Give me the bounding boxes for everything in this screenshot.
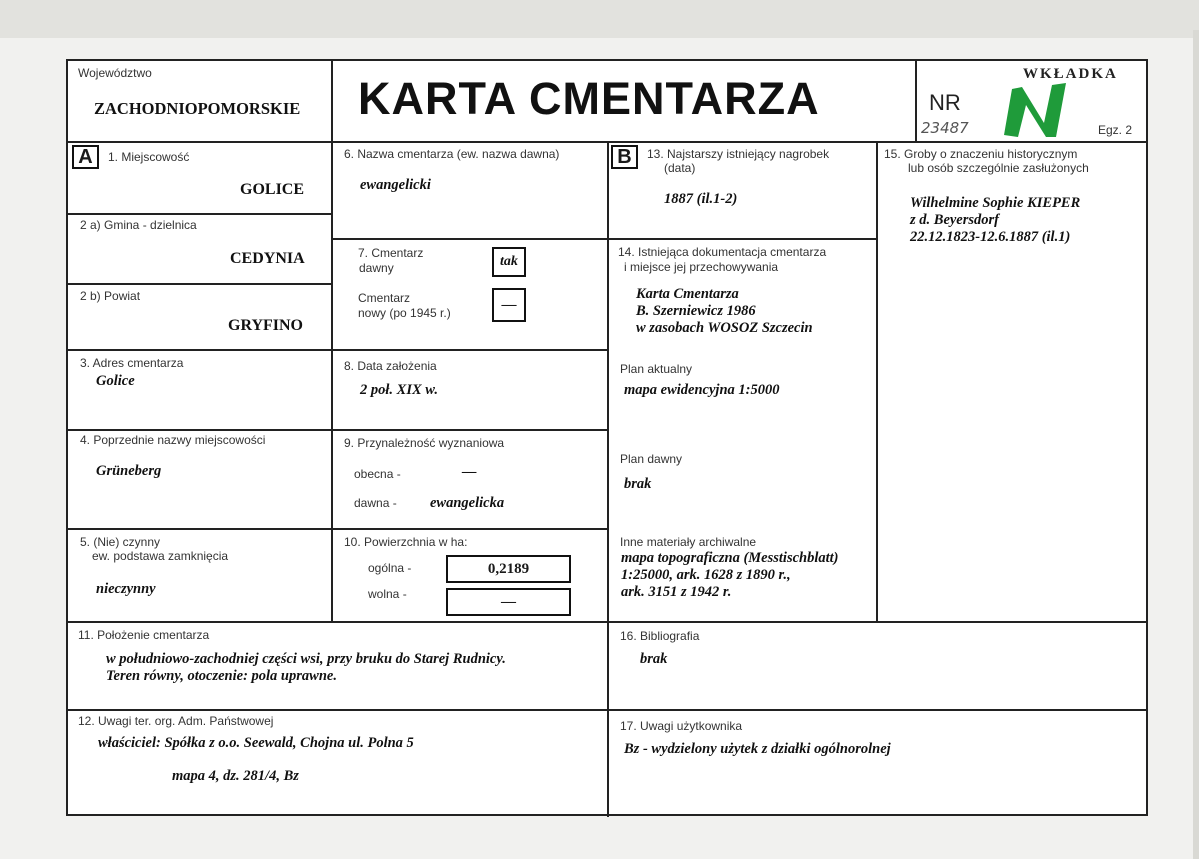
section-a-badge: A	[72, 145, 99, 169]
denomination-label: 9. Przynależność wyznaniowa	[344, 436, 505, 450]
area-free-label: wolna -	[368, 587, 407, 601]
bibliography-value: brak	[640, 651, 668, 667]
area-free-box: —	[446, 588, 571, 616]
scan-top-band	[0, 0, 1199, 38]
location-value-2: Teren równy, otoczenie: pola uprawne.	[106, 668, 337, 684]
oldest-grave-label-2: (data)	[664, 161, 696, 175]
commune-value: CEDYNIA	[230, 250, 305, 267]
old-plan-value: brak	[624, 476, 652, 492]
old-cemetery-label: 7. Cmentarz	[358, 246, 424, 260]
divider	[915, 61, 917, 142]
documentation-label-2: i miejsce jej przechowywania	[624, 260, 779, 274]
area-label: 10. Powierzchnia w ha:	[344, 535, 468, 549]
divider	[331, 61, 333, 622]
documentation-value-1: Karta Cmentarza	[636, 286, 739, 302]
founded-value: 2 poł. XIX w.	[360, 382, 439, 398]
cemetery-card	[66, 59, 1148, 816]
divider	[68, 213, 332, 215]
cemetery-name-value: ewangelicki	[360, 177, 431, 193]
other-materials-value-3: ark. 3151 z 1942 r.	[621, 584, 732, 600]
address-label: 3. Adres cmentarza	[80, 356, 184, 370]
documentation-label: 14. Istniejąca dokumentacja cmentarza	[618, 245, 827, 259]
founded-label: 8. Data założenia	[344, 359, 437, 373]
divider	[607, 238, 877, 240]
documentation-value-3: w zasobach WOSOZ Szczecin	[636, 320, 813, 336]
other-materials-label: Inne materiały archiwalne	[620, 535, 757, 549]
documentation-value-2: B. Szerniewicz 1986	[636, 303, 756, 319]
cemetery-name-label: 6. Nazwa cmentarza (ew. nazwa dawna)	[344, 147, 560, 161]
other-materials-value-2: 1:25000, ark. 1628 z 1890 r.,	[621, 567, 791, 583]
new-cemetery-box: —	[492, 288, 526, 322]
denomination-current-label: obecna -	[354, 467, 401, 481]
location-value-1: w południowo-zachodniej części wsi, przy bruku do Starej Rudnicy.	[106, 651, 506, 667]
area-total-box: 0,2189	[446, 555, 571, 583]
voivodeship-label: Województwo	[78, 66, 152, 80]
status-label: 5. (Nie) czynny	[80, 535, 161, 549]
green-marker-n-icon	[996, 73, 1076, 143]
old-cemetery-box: tak	[492, 247, 526, 277]
new-cemetery-label: Cmentarz	[358, 291, 411, 305]
denomination-former-value: ewangelicka	[430, 495, 505, 511]
notable-graves-label: 15. Groby o znaczeniu historycznym	[884, 147, 1078, 161]
user-notes-value: Bz - wydzielony użytek z działki ogólnorolnej	[624, 741, 891, 757]
denomination-former-label: dawna -	[354, 496, 397, 510]
old-plan-label: Plan dawny	[620, 452, 683, 466]
denomination-current-value: —	[462, 464, 477, 480]
former-names-value: Grüneberg	[96, 463, 162, 479]
location-label: 11. Położenie cmentarza	[78, 628, 210, 642]
address-value: Golice	[96, 373, 135, 389]
locality-value: GOLICE	[240, 181, 305, 198]
notable-graves-value-2: z d. Beyersdorf	[910, 212, 1000, 228]
divider	[876, 141, 878, 622]
divider	[68, 528, 608, 530]
admin-notes-value-1: właściciel: Spółka z o.o. Seewald, Chojna ul. Polna 5	[98, 735, 414, 751]
scan-right-edge	[1193, 30, 1199, 859]
divider	[607, 141, 609, 817]
oldest-grave-label: 13. Najstarszy istniejący nagrobek	[647, 147, 830, 161]
commune-label: 2 a) Gmina - dzielnica	[80, 218, 197, 232]
section-b-badge: B	[611, 145, 638, 169]
divider	[68, 283, 332, 285]
old-cemetery-label-2: dawny	[359, 261, 394, 275]
copy-label: Egz. 2	[1098, 123, 1133, 137]
divider	[68, 429, 608, 431]
notable-graves-value-3: 22.12.1823-12.6.1887 (il.1)	[910, 229, 1071, 245]
status-label-2: ew. podstawa zamknięcia	[92, 549, 229, 563]
current-plan-value: mapa ewidencyjna 1:5000	[624, 382, 780, 398]
divider	[331, 238, 608, 240]
admin-notes-value-2: mapa 4, dz. 281/4, Bz	[172, 768, 299, 784]
insert-label: WKŁADKA	[1023, 66, 1118, 82]
admin-notes-label: 12. Uwagi ter. org. Adm. Państwowej	[78, 714, 274, 728]
new-cemetery-label-2: nowy (po 1945 r.)	[358, 306, 451, 320]
user-notes-label: 17. Uwagi użytkownika	[620, 719, 743, 733]
locality-label: 1. Miejscowość	[108, 150, 190, 164]
status-value: nieczynny	[96, 581, 156, 597]
county-label: 2 b) Powiat	[80, 289, 141, 303]
voivodeship-value: ZACHODNIOPOMORSKIE	[94, 99, 301, 118]
notable-graves-value-1: Wilhelmine Sophie KIEPER	[910, 195, 1081, 211]
county-value: GRYFINO	[228, 317, 303, 334]
bibliography-label: 16. Bibliografia	[620, 629, 700, 643]
other-materials-value-1: mapa topograficzna (Messtischblatt)	[621, 550, 839, 566]
area-total-label: ogólna -	[368, 561, 412, 575]
former-names-label: 4. Poprzednie nazwy miejscowości	[80, 433, 266, 447]
page-title: KARTA CMENTARZA	[358, 73, 820, 124]
nr-label: NR	[929, 90, 961, 115]
handwritten-number: 23487	[921, 119, 969, 137]
oldest-grave-value: 1887 (il.1-2)	[664, 191, 738, 207]
notable-graves-label-2: lub osób szczególnie zasłużonych	[908, 161, 1089, 175]
divider	[68, 349, 608, 351]
current-plan-label: Plan aktualny	[620, 362, 693, 376]
